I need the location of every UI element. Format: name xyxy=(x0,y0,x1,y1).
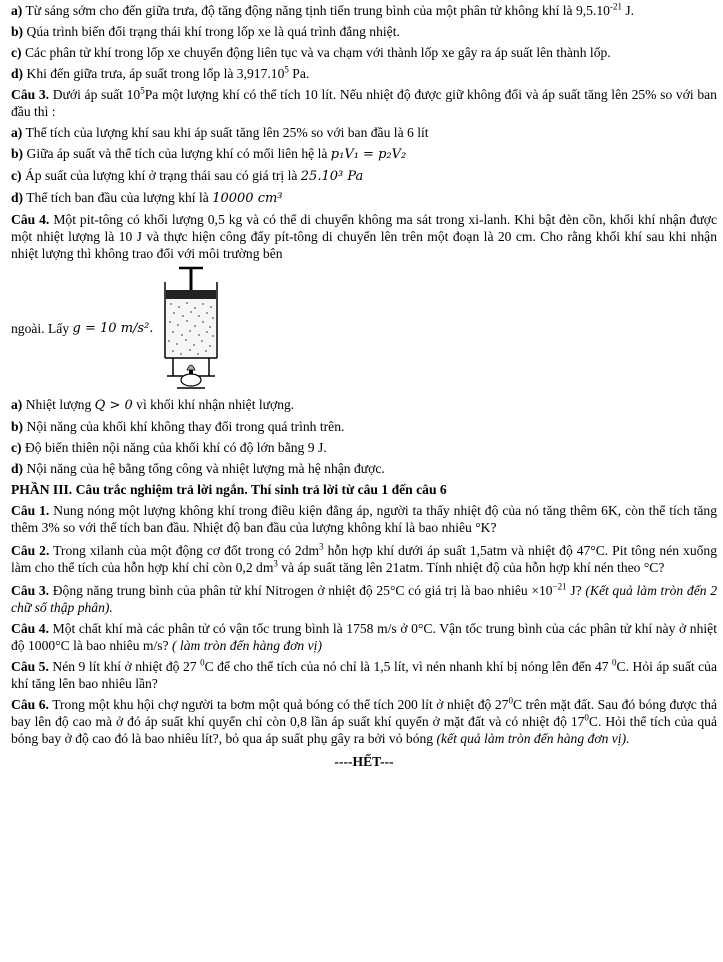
exponent: 0 xyxy=(200,657,205,668)
rounding-note: (kết quả làm tròn đến hàng đơn vị). xyxy=(436,731,630,746)
piston-cylinder-diagram xyxy=(159,266,229,390)
formula: g = 10 m/s². xyxy=(72,320,154,336)
q4-option-d xyxy=(11,460,717,477)
question-text: Động năng trung bình của phân tử khí Nitrogen ở nhiệt độ 25°C có giá trị là bao nhiêu ×10 xyxy=(52,583,553,598)
formula: Q > 0 xyxy=(94,398,133,413)
end-marker: ----HẾT--- xyxy=(334,754,394,769)
question-text: C để cho thể tích của nó chỉ là 1,5 lít, vì nén nhanh khí bị nóng lên đến 47 xyxy=(204,659,613,674)
option-text: Khi đến giữa trưa, áp suất trong lốp là 3,917.10 xyxy=(26,66,285,81)
option-text: Giữa áp suất và thể tích của lượng khí có mối liên hệ là xyxy=(26,146,328,161)
question-title: Câu 6. xyxy=(11,697,49,712)
option-text: vì khối khí nhận nhiệt lượng. xyxy=(136,397,295,412)
question-text: Nén 9 lít khí ở nhiệt độ 27 xyxy=(52,659,201,674)
question-text: Nung nóng một lượng không khí trong điều kiện đẳng áp, người ta thấy nhiệt độ của nó tăng thêm 6K, còn thể tích tăng thêm 3% so với thể tích ban đầu. Nhiệt độ ban đầu của lượng không khí là bao nhiêu °K? xyxy=(11,503,717,535)
exponent: 3 xyxy=(273,558,278,569)
option-label: b) xyxy=(11,24,24,39)
question-title: Câu 4. xyxy=(11,621,49,636)
option-text: Các phân tử khí trong lốp xe chuyển động liên tục và va chạm với thành lốp xe gây ra áp suất lên thành lốp. xyxy=(24,45,611,60)
option-text: Qúa trình biến đổi trạng thái khí trong lốp xe là quá trình đẳng nhiệt. xyxy=(26,24,400,39)
option-label: a) xyxy=(11,397,23,412)
option-text: Nhiệt lượng xyxy=(25,397,92,412)
q3-stem xyxy=(11,86,717,120)
exponent: 5 xyxy=(140,85,145,96)
q3-option-b xyxy=(11,145,717,163)
option-text: Từ sáng sớm cho đến giữa trưa, độ tăng động năng tịnh tiến trung bình của một phân tử không khí là 9,5.10 xyxy=(25,3,610,18)
q3-option-a xyxy=(11,124,717,141)
question-title: Câu 3. xyxy=(11,87,50,102)
option-label: b) xyxy=(11,146,24,161)
exponent: 0 xyxy=(584,712,589,723)
question-title: Câu 4. xyxy=(11,212,50,227)
p3-question-5 xyxy=(11,658,717,692)
option-text: Áp suất của lượng khí ở trạng thái sau có giá trị là xyxy=(24,168,298,183)
question-text: C trên mặt đất. Sau đó bóng được thả bay lên độ cao mà ở đó áp suất khí quyển chỉ còn 0,8 lần áp suất khí quyển ở mặt đất và có nhiệt độ 17 xyxy=(11,697,717,729)
option-label: a) xyxy=(11,125,23,140)
option-label: c) xyxy=(11,168,22,183)
question-text: C. Hỏi thể tích của quả bóng bay ở độ cao đó là bao nhiêu lít?, bỏ qua áp suất phụ gây ra bởi vỏ bóng xyxy=(11,714,717,746)
exponent: 0 xyxy=(612,657,617,668)
question-text: Trong một khu hội chợ người ta bơm một quả bóng có thể tích 200 lít ở nhiệt độ 27 xyxy=(52,697,509,712)
unit: J. xyxy=(621,3,635,18)
exponent: −21 xyxy=(552,581,567,592)
question-title: Câu 2. xyxy=(11,543,50,558)
exponent: 5 xyxy=(284,64,289,75)
question-text: hỗn hợp khí dưới áp suất 1,5atm và nhiệt độ 47°C. Pit tông nén xuống làm cho thể tích của hỗn hợp khí chỉ còn 0,2 dm xyxy=(11,543,718,575)
q2-option-c xyxy=(11,44,717,61)
option-text: Thể tích ban đầu của lượng khí là xyxy=(26,190,209,205)
q4-figure-row xyxy=(11,264,717,392)
question-title: Câu 1. xyxy=(11,503,50,518)
q2-option-d xyxy=(11,65,717,82)
q2-option-a xyxy=(11,2,717,19)
question-text: Pa một lượng khí có thể tích 10 lít. Nếu nhiệt độ được giữ không đổi và áp suất tăng lên 25% so với ban đầu thì : xyxy=(11,87,717,119)
option-text: Nội năng của khối khí không thay đổi trong quá trình trên. xyxy=(26,419,345,434)
question-title: Câu 3. xyxy=(11,583,50,598)
q4-option-c xyxy=(11,439,717,456)
question-title: Câu 5. xyxy=(11,659,49,674)
q3-option-d xyxy=(11,189,717,207)
option-label: c) xyxy=(11,45,22,60)
q2-option-b xyxy=(11,23,717,40)
question-text: Một pit-tông có khối lượng 0,5 kg và có thể di chuyển không ma sát trong xi-lanh. Khi bật đèn cồn, khối khí nhận được một nhiệt lượng là 10 J và thực hiện công đẩy pít-tông di chuyển lên trên một đoạn là 20 cm. Cho rằng khối khí sau khi nhận nhiệt lượng thì không trao đổi với môi trường bên xyxy=(11,212,717,261)
question-text: ngoài. Lấy xyxy=(11,320,70,336)
p3-question-1 xyxy=(11,502,717,536)
question-text: Trong xilanh của một động cơ đốt trong có 2dm xyxy=(53,543,320,558)
p3-question-4 xyxy=(11,620,717,654)
option-text: Thể tích của lượng khí sau khi áp suất tăng lên 25% so với ban đầu là 6 lít xyxy=(25,125,429,140)
p3-question-6 xyxy=(11,696,717,747)
option-text: Độ biến thiên nội năng của khối khí có độ lớn bằng 9 J. xyxy=(24,440,327,455)
question-text: và áp suất tăng lên 21atm. Tính nhiệt độ của hỗn hợp khí nén theo °C? xyxy=(277,560,665,575)
p3-question-2 xyxy=(11,542,717,576)
option-text: Nội năng của hệ bằng tổng công và nhiệt lượng mà hệ nhận được. xyxy=(26,461,385,476)
question-text: C. Hỏi áp suất của khí tăng lên bao nhiêu lần? xyxy=(11,659,717,691)
unit: Pa. xyxy=(288,66,310,81)
question-text: Một chất khí mà các phân tử có vận tốc trung bình là 1758 m/s ở 0°C. Vận tốc trung bình của các phân tử khí này ở nhiệt độ 1000°C là bao nhiêu m/s? xyxy=(11,621,717,653)
rounding-note: (Kết quả làm tròn đến 2 chữ số thập phân). xyxy=(11,583,717,615)
q4-option-a xyxy=(11,396,717,414)
rounding-note: ( làm tròn đến hàng đơn vị) xyxy=(172,638,322,653)
option-label: a) xyxy=(11,3,23,18)
q4-stem xyxy=(11,211,717,262)
q4-option-b xyxy=(11,418,717,435)
part3-heading: PHẦN III. Câu trắc nghiệm trả lời ngắn. Thí sinh trả lời từ câu 1 đến câu 6 xyxy=(11,482,447,497)
exponent: 3 xyxy=(319,541,324,552)
option-label: d) xyxy=(11,461,24,476)
formula: 25.10³ Pa xyxy=(300,169,364,184)
question-text: J? xyxy=(566,583,586,598)
option-label: d) xyxy=(11,66,24,81)
option-label: d) xyxy=(11,190,24,205)
formula: 10000 cm³ xyxy=(212,191,283,206)
exponent: 0 xyxy=(508,695,513,706)
formula: p₁V₁ = p₂V₂ xyxy=(330,147,407,162)
q3-option-c xyxy=(11,167,717,185)
option-label: b) xyxy=(11,419,24,434)
option-label: c) xyxy=(11,440,22,455)
question-text: Dưới áp suất 10 xyxy=(52,87,141,102)
p3-question-3 xyxy=(11,582,717,616)
exponent: -21 xyxy=(609,1,622,12)
